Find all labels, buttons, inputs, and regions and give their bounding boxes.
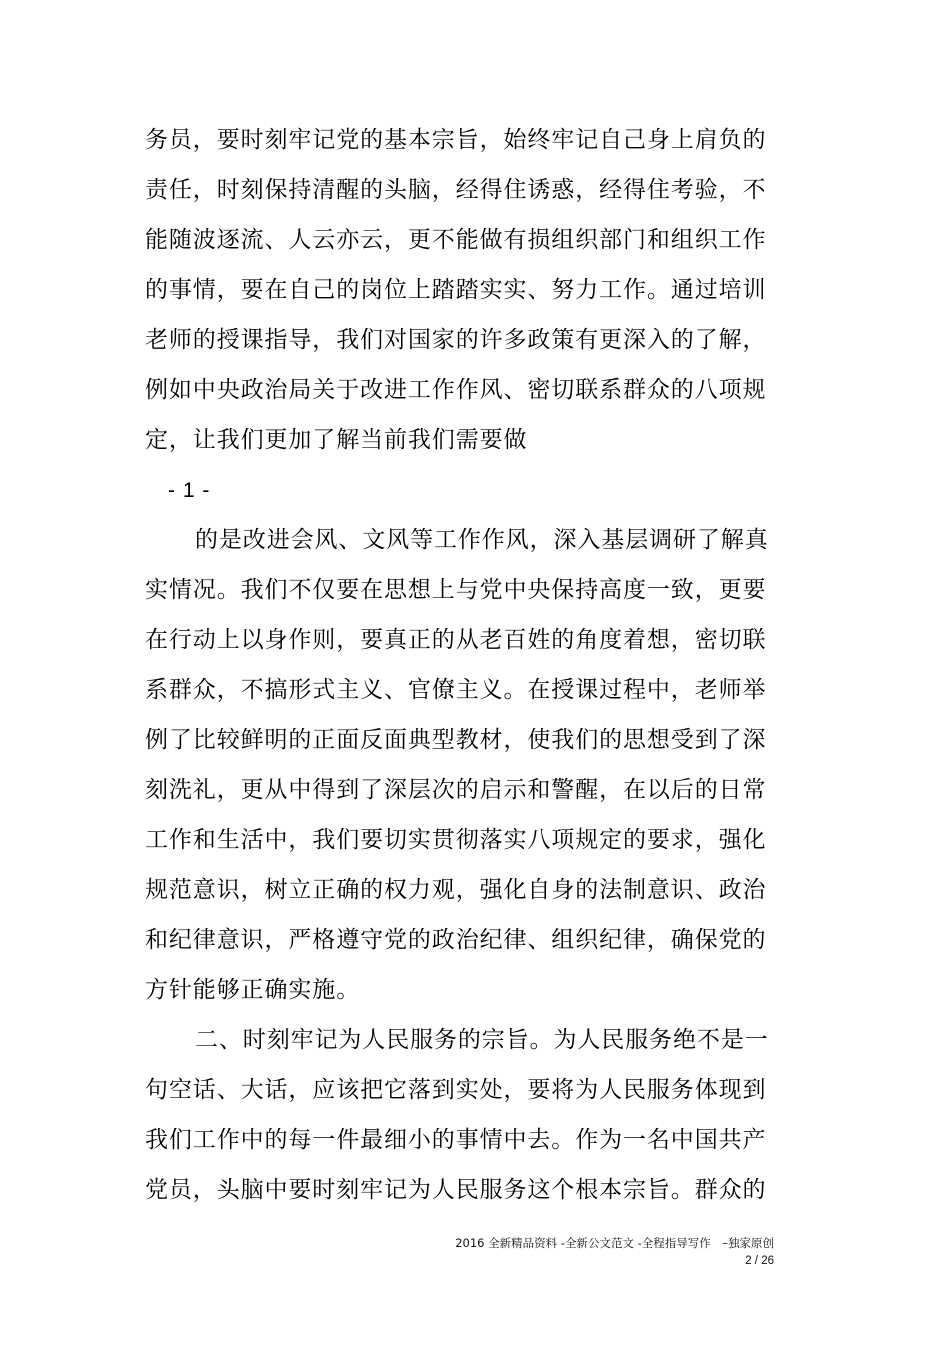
body-text-line: 工作和生活中，我们要切实贯彻落实八项规定的要求，强化 <box>145 827 767 853</box>
body-text-line: 在行动上以身作则，要真正的从老百姓的角度着想，密切联 <box>145 627 767 653</box>
body-text-line: 定，让我们更加了解当前我们需要做 <box>145 427 528 453</box>
body-text-line: 系群众，不搞形式主义、官僚主义。在授课过程中，老师举 <box>145 677 767 703</box>
body-text-line: 实情况。我们不仅要在思想上与党中央保持高度一致，更要 <box>145 577 767 603</box>
body-text-line: 方针能够正确实施。 <box>145 977 361 1003</box>
body-text-line: 和纪律意识，严格遵守党的政治纪律、组织纪律，确保党的 <box>145 927 767 953</box>
body-text-line: 能随波逐流、人云亦云，更不能做有损组织部门和组织工作 <box>145 227 767 253</box>
body-text-line: 二、时刻牢记为人民服务的宗旨。为人民服务绝不是一 <box>195 1027 769 1053</box>
body-text-line: 例如中央政治局关于改进工作作风、密切联系群众的八项规 <box>145 377 767 403</box>
page-marker: - 1 - <box>168 479 211 502</box>
body-text-line: 老师的授课指导，我们对国家的许多政策有更深入的了解， <box>145 327 767 353</box>
body-text-line: 务员，要时刻牢记党的基本宗旨，始终牢记自己身上肩负的 <box>145 127 767 153</box>
footer-text: 2016 全新精品资料 -全新公文范文 -全程指导写作 –独家原创 <box>455 1236 774 1250</box>
body-text-line: 我们工作中的每一件最细小的事情中去。作为一名中国共产 <box>145 1127 767 1153</box>
body-text-line: 句空话、大话，应该把它落到实处，要将为人民服务体现到 <box>145 1077 767 1103</box>
body-text-line: 党员，头脑中要时刻牢记为人民服务这个根本宗旨。群众的 <box>145 1177 767 1203</box>
body-text-line: 例了比较鲜明的正面反面典型教材，使我们的思想受到了深 <box>145 727 767 753</box>
body-text-line: 责任，时刻保持清醒的头脑，经得住诱惑，经得住考验，不 <box>145 177 767 203</box>
footer-page-number: 2 / 26 <box>745 1255 774 1267</box>
body-text-line: 的是改进会风、文风等工作作风，深入基层调研了解真 <box>195 527 769 553</box>
body-text-line: 的事情，要在自己的岗位上踏踏实实、努力工作。通过培训 <box>145 277 767 303</box>
body-text-line: 刻洗礼，更从中得到了深层次的启示和警醒，在以后的日常 <box>145 777 767 803</box>
body-text-line: 规范意识，树立正确的权力观，强化自身的法制意识、政治 <box>145 877 767 903</box>
